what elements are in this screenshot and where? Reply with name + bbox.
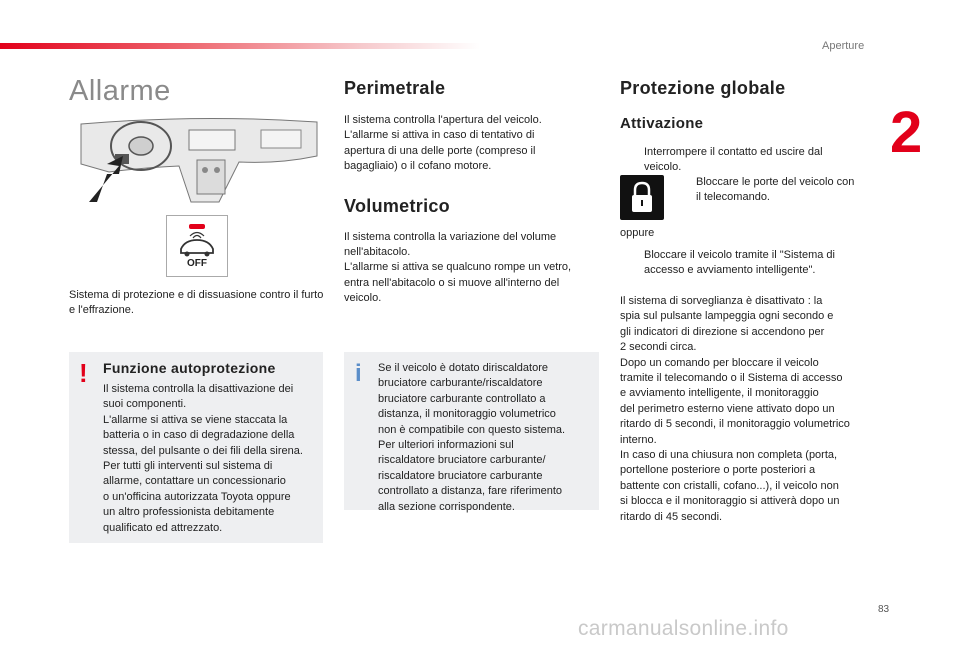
para-line: tramite il telecomando o il Sistema di accesso <box>620 372 843 385</box>
right-column <box>620 70 878 176</box>
bullet-line: Bloccare il veicolo tramite il "Sistema di <box>644 249 835 261</box>
para-line: ritardo di 5 secondi, il monitoraggio volumetrico <box>620 418 850 431</box>
warning-line: L'allarme si attiva se viene staccata la <box>103 413 288 426</box>
volumetrico-line: Il sistema controlla la variazione del volume <box>344 230 557 243</box>
protezione-title: Protezione globale <box>620 78 786 98</box>
warning-line: qualificato ed attrezzato. <box>103 521 223 534</box>
alarm-caption: Sistema di protezione e di dissuasione contro il furto e l'effrazione. <box>69 289 324 317</box>
para-line: gli indicatori di direzione si accendono per <box>620 325 825 338</box>
warning-line: stessa, del pulsante o dei fili della sirena. <box>103 444 303 457</box>
para-line: 2 secondi circa. <box>620 341 697 354</box>
volumetrico-line: L'allarme si attiva se qualcuno rompe un vetro, <box>344 261 572 274</box>
volumetrico-line: veicolo. <box>344 292 382 305</box>
perimetrale-title: Perimetrale <box>344 78 446 98</box>
info-line: riscaldatore bruciatore carburante <box>378 469 543 482</box>
warning-box <box>69 352 323 543</box>
info-line: riscaldatore bruciatore carburante/ <box>378 454 546 467</box>
bullet-line: Bloccare le porte del veicolo con <box>696 176 855 188</box>
info-box <box>344 352 599 513</box>
bullet-item <box>672 175 901 206</box>
perimetrale-line: apertura di una delle porte (compreso il <box>344 144 536 157</box>
perimetrale-line: Il sistema controlla l'apertura del veicolo. <box>344 114 542 126</box>
alarm-button-image <box>166 215 228 277</box>
oppure-text: oppure <box>620 227 655 239</box>
watermark: carmanualsonline.info <box>578 617 789 640</box>
para-line: Dopo un comando per bloccare il veicolo <box>620 356 819 369</box>
surveillance-paragraph <box>620 294 882 525</box>
warning-line: suoi componenti. <box>103 398 187 411</box>
info-line: distanza, il monitoraggio volumetrico <box>378 408 556 421</box>
para-line: Il sistema di sorveglianza è disattivato : la <box>620 295 823 307</box>
volumetrico-title: Volumetrico <box>344 195 450 216</box>
header-accent-bar <box>0 43 480 49</box>
info-line: alla sezione corrispondente. <box>378 500 515 513</box>
warning-line: allarme, contattare un concessionario <box>103 475 286 488</box>
lock-icon <box>620 175 664 220</box>
para-line: portellone posteriore o porte posteriori a <box>620 464 816 477</box>
info-line: non è compatibile con questo sistema. <box>378 423 566 436</box>
page-number: 83 <box>878 604 890 615</box>
warning-line: un altro professionista debitamente <box>103 506 275 519</box>
info-line: Per ulteriori informazioni sul <box>378 439 514 452</box>
para-line: e avviamento intelligente, il monitoraggio <box>620 387 819 400</box>
left-column <box>69 70 324 108</box>
volumetrico-line: nell'abitacolo. <box>344 246 411 259</box>
bullet-line: Interrompere il contatto ed uscire dal <box>644 146 823 158</box>
chapter-number: 2 <box>890 100 923 165</box>
button-off-label: OFF <box>187 258 207 269</box>
warning-line: o un'officina autorizzata Toyota oppure <box>103 490 291 503</box>
warning-icon: ! <box>79 358 88 388</box>
bullet-item <box>620 145 878 176</box>
page-title: Allarme <box>69 75 171 107</box>
warning-line: batteria o in caso di degradazione della <box>103 429 295 442</box>
section-label: Aperture <box>822 40 865 52</box>
info-line: bruciatore carburante/riscaldatore <box>378 377 543 390</box>
bullet-line: veicolo. <box>644 161 682 174</box>
para-line: spia sul pulsante lampeggia ogni secondo e <box>620 310 834 323</box>
para-line: ritardo di 45 secondi. <box>620 510 723 523</box>
bullet-line: accesso e avviamento intelligente". <box>644 264 816 277</box>
para-line: battente con cristalli, cofano...), il veicolo non <box>620 479 839 492</box>
attivazione-subtitle: Attivazione <box>620 115 704 132</box>
info-line: controllato a distanza, fare riferimento <box>378 485 563 498</box>
info-line: Se il veicolo è dotato diriscaldatore <box>378 362 548 374</box>
warning-line: Il sistema controlla la disattivazione dei <box>103 383 294 395</box>
dashboard-illustration <box>79 116 319 206</box>
info-line: bruciatore carburante controllato a <box>378 392 546 405</box>
perimetrale-line: bagagliaio) o il cofano motore. <box>344 160 492 173</box>
bullet-item <box>620 248 902 279</box>
para-line: In caso di una chiusura non completa (porta, <box>620 449 838 462</box>
warning-title: Funzione autoprotezione <box>103 360 276 376</box>
para-line: interno. <box>620 433 657 446</box>
volumetrico-line: entra nell'abitacolo o si muove all'interno del <box>344 276 560 289</box>
bullet-line: il telecomando. <box>696 191 770 204</box>
info-icon: i <box>355 360 362 387</box>
warning-line: Per tutti gli interventi sul sistema di <box>103 460 273 473</box>
middle-column <box>344 70 599 307</box>
para-line: del perimetro esterno viene attivato dopo un <box>620 402 835 415</box>
para-line: si blocca e il monitoraggio si attiverà dopo un <box>620 495 840 508</box>
perimetrale-line: L'allarme si attiva in caso di tentativo di <box>344 129 535 142</box>
